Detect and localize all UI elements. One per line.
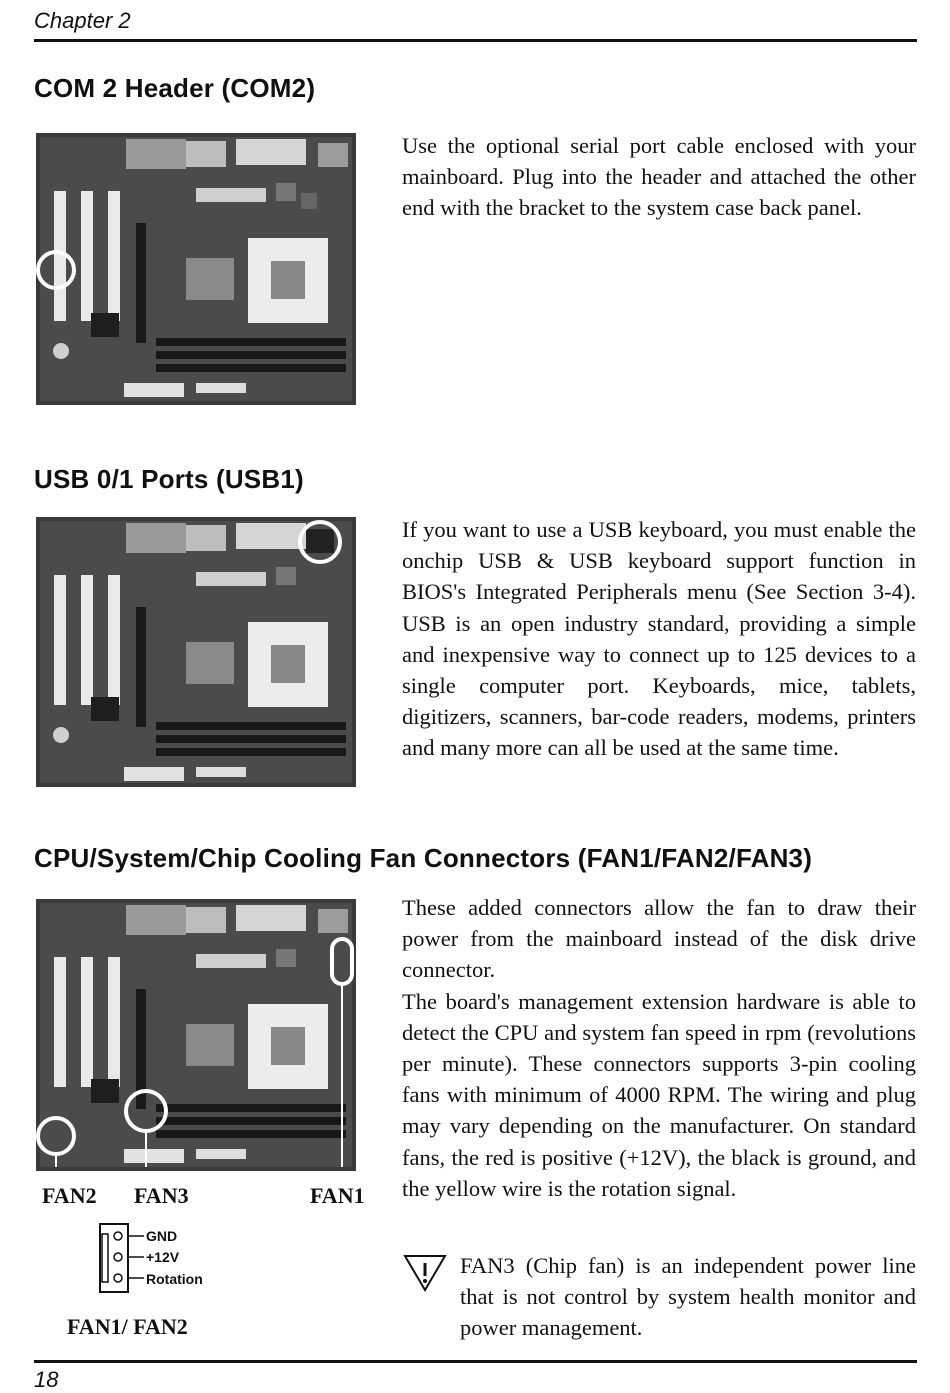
section-body-com2	[402, 130, 916, 224]
connector-caption: FAN1/ FAN2	[67, 1314, 188, 1339]
section-title-usb: USB 0/1 Ports (USB1)	[34, 464, 304, 494]
section-title-com2: COM 2 Header (COM2)	[34, 73, 316, 103]
mainboard-image-usb	[36, 517, 356, 787]
note-text	[460, 1250, 916, 1344]
pin-label-gnd: GND	[146, 1228, 178, 1244]
section-title-fan: CPU/System/Chip Cooling Fan Connectors (FAN1/FAN2/FAN3)	[34, 843, 813, 873]
footer-rule	[34, 1360, 917, 1363]
pin-label-12v: +12V	[146, 1249, 180, 1265]
page-number: 18	[34, 1367, 59, 1392]
paragraph: These added connectors allow the fan to draw their power from the mainboard instead of the disk drive connector.	[402, 895, 916, 983]
pin-label-rotation: Rotation	[146, 1271, 203, 1287]
paragraph: Use the optional serial port cable enclosed with your mainboard. Plug into the header and attached the other end with the bracket to the system case back panel.	[402, 133, 916, 221]
warning-icon	[402, 1252, 448, 1294]
mainboard-image-com2	[36, 133, 356, 405]
fan1-label: FAN1	[310, 1183, 365, 1208]
fan-connector-diagram	[98, 1222, 146, 1294]
paragraph: FAN3 (Chip fan) is an independent power line that is not control by system health monitor and power management.	[460, 1253, 916, 1341]
mainboard-image-fan	[36, 899, 356, 1171]
fan3-label: FAN3	[134, 1183, 189, 1208]
paragraph: If you want to use a USB keyboard, you must enable the onchip USB & USB keyboard support function in BIOS's Integrated Peripherals menu (See Section 3-4). USB is an open industry standard, providing a simple and inexpensive way to connect up to 125 devices to a single computer port. Keyboards, mice, tablets, digitizers, scanners, bar-code readers, modems, printers and many more can all be used at the same time.	[402, 517, 916, 761]
paragraph: The board's management extension hardware is able to detect the CPU and system fan speed in rpm (revolutions per minute). These connectors supports 3-pin cooling fans with minimum of 4000 RPM. The wiring and plug may vary depending on the manufacturer. On standard fans, the red is positive (+12V), the black is ground, and the yellow wire is the rotation signal.	[402, 988, 916, 1201]
header-rule	[34, 39, 917, 42]
section-body-fan	[402, 892, 916, 1204]
chapter-header: Chapter 2	[34, 8, 131, 33]
fan2-label: FAN2	[42, 1183, 97, 1208]
section-body-usb	[402, 514, 916, 764]
